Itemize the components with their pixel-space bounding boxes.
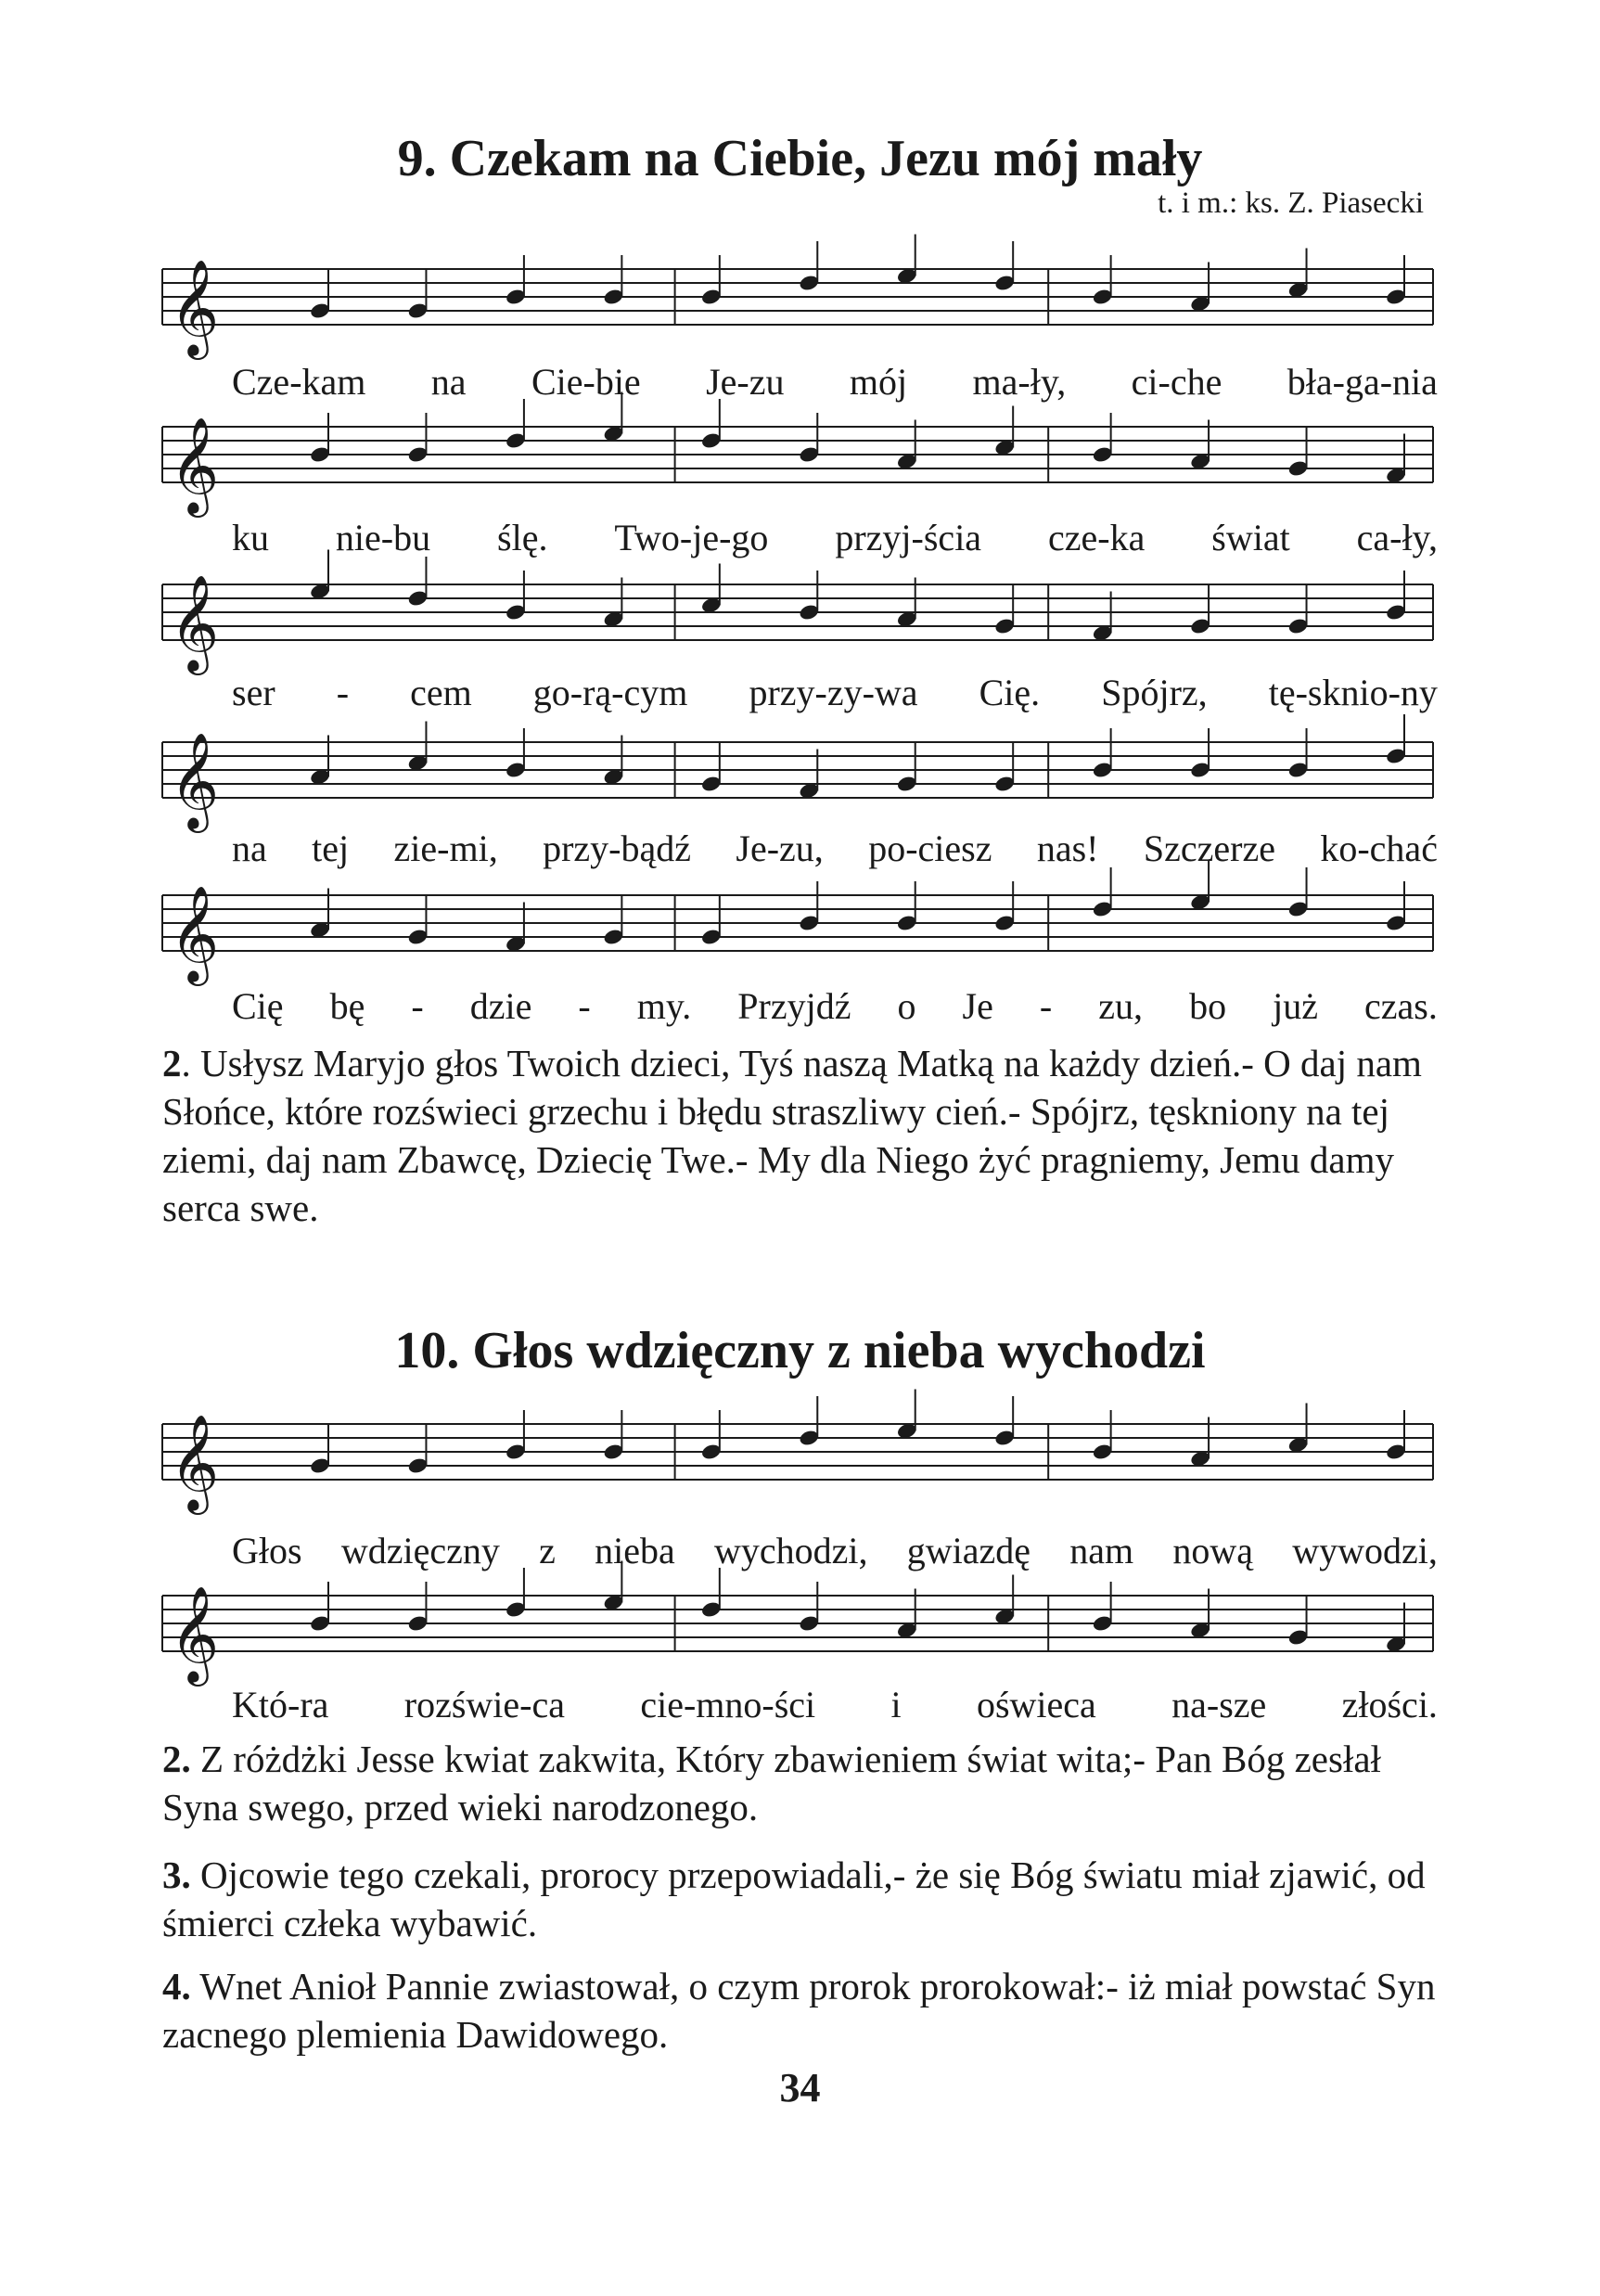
verse-number: 3. [162, 1853, 191, 1896]
verse-text: . Usłysz Maryjo głos Twoich dzieci, Tyś naszą Matką na każdy dzień.- O daj nam Słońce, które rozświeci grzechu i błędu straszliwy cień.- Spójrz, tęskniony na tej ziemi, daj nam Zbawcę, Dziecię Twe.- My dla Niego żyć pragniemy, Jemu damy serca swe. [162, 1042, 1422, 1229]
lyric-syllable: zie-mi, [393, 827, 498, 869]
lyric-syllable: już [1273, 985, 1318, 1027]
lyric-syllable: i [890, 1684, 902, 1725]
lyric-syllable: bę [329, 985, 365, 1027]
lyric-syllable: Przyjdź [737, 985, 851, 1027]
lyric-syllable: ser [232, 672, 275, 713]
song2-title: 10. Głos wdzięczny z nieba wychodzi [394, 1322, 1206, 1379]
lyric-syllable: Cze-kam [232, 361, 366, 403]
lyric-syllable: po-ciesz [868, 827, 992, 869]
lyric-syllable: Je-zu, [736, 827, 824, 869]
lyric-syllable: ca-ły, [1356, 517, 1438, 558]
verse [162, 1851, 1442, 1947]
lyric-syllable: cie-mno-ści [640, 1684, 816, 1725]
lyric-syllable: rozświe-ca [403, 1684, 565, 1725]
song1-author: t. i m.: ks. Z. Piasecki [1158, 186, 1424, 220]
treble-clef-icon: 𝄞 [170, 574, 220, 672]
lyric-syllable: na [430, 361, 467, 403]
verse-number: 2 [162, 1042, 182, 1084]
lyric-syllable: nas! [1036, 827, 1099, 869]
lyric-syllable: tej [312, 827, 350, 869]
music-staff [0, 250, 1600, 362]
lyric-syllable: nie-bu [335, 517, 431, 558]
lyric-syllable: ma-ły, [972, 361, 1067, 403]
lyric-syllable: Cię. [979, 672, 1041, 713]
music-staff [0, 1405, 1600, 1517]
lyric-syllable: go-rą-cym [532, 672, 688, 713]
lyrics-line [232, 674, 1438, 712]
verse [162, 1039, 1442, 1232]
lyric-syllable: dzie [469, 985, 532, 1027]
treble-clef-icon: 𝄞 [170, 259, 220, 356]
music-staff [0, 408, 1600, 519]
lyric-syllable: nieba [595, 1530, 675, 1571]
lyric-syllable: nową [1172, 1530, 1254, 1571]
lyric-syllable: - [411, 985, 424, 1027]
lyric-syllable: zu, [1098, 985, 1144, 1027]
lyric-syllable: - [578, 985, 591, 1027]
lyric-syllable: - [336, 672, 350, 713]
lyric-syllable: złości. [1341, 1684, 1438, 1725]
lyric-syllable: przy-zy-wa [749, 672, 918, 713]
lyric-syllable: na [232, 827, 267, 869]
lyric-syllable: przyj-ścia [835, 517, 982, 558]
treble-clef-icon: 𝄞 [170, 1414, 220, 1511]
lyric-syllable: przy-bądź [543, 827, 691, 869]
lyric-syllable: czas. [1364, 985, 1438, 1027]
verse-text: Z różdżki Jesse kwiat zakwita, Który zbawieniem świat wita;- Pan Bóg zesłał Syna swego, przed wieki narodzonego. [162, 1738, 1381, 1828]
lyric-syllable: ślę. [497, 517, 548, 558]
verse-text: Ojcowie tego czekali, prorocy przepowiadali,- że się Bóg światu miał zjawić, od śmierci człeka wybawić. [162, 1853, 1426, 1944]
lyrics-line [232, 519, 1438, 557]
lyric-syllable: cem [410, 672, 472, 713]
lyric-syllable: cze-ka [1047, 517, 1146, 558]
treble-clef-icon: 𝄞 [170, 1585, 220, 1683]
lyrics-line [232, 985, 1438, 1027]
music-staff [0, 1577, 1600, 1688]
lyric-syllable: nam [1069, 1530, 1134, 1571]
lyric-syllable: gwiazdę [906, 1530, 1031, 1571]
lyric-syllable: Głos [232, 1530, 302, 1571]
verse-text: Wnet Anioł Pannie zwiastował, o czym prorok prorokował:- iż miał powstać Syn zacnego plemienia Dawidowego. [162, 1965, 1436, 2056]
lyric-syllable: świat [1211, 517, 1290, 558]
lyric-syllable: my. [636, 985, 692, 1027]
lyric-syllable: ku [232, 517, 269, 558]
lyric-syllable: ko-chać [1320, 827, 1438, 869]
lyric-syllable: Szczerze [1143, 827, 1275, 869]
treble-clef-icon: 𝄞 [170, 732, 220, 829]
page-number: 34 [779, 2065, 821, 2110]
lyric-syllable: Two-je-go [614, 517, 769, 558]
lyrics-line [232, 827, 1438, 869]
verse-number: 2. [162, 1738, 191, 1780]
lyric-syllable: bła-ga-nia [1286, 361, 1438, 403]
verse [162, 1735, 1442, 1831]
lyric-syllable: oświeca [976, 1684, 1096, 1725]
lyric-syllable: z [539, 1530, 556, 1571]
lyric-syllable: na-sze [1171, 1684, 1267, 1725]
lyrics-line [232, 361, 1438, 403]
lyric-syllable: tę-sknio-ny [1268, 672, 1438, 713]
lyric-syllable: Je-zu [706, 361, 785, 403]
verse [162, 1962, 1442, 2059]
lyric-syllable: Któ-ra [232, 1684, 329, 1725]
lyric-syllable: wdzięczny [340, 1530, 500, 1571]
song1-title: 9. Czekam na Ciebie, Jezu mój mały [397, 130, 1203, 187]
lyrics-line [232, 1684, 1438, 1725]
music-staff [0, 724, 1600, 835]
lyric-syllable: mój [849, 361, 908, 403]
lyric-syllable: ci-che [1131, 361, 1222, 403]
lyric-syllable: bo [1189, 985, 1227, 1027]
lyric-syllable: Spójrz, [1101, 672, 1208, 713]
lyrics-line [232, 1530, 1438, 1571]
lyric-syllable: wywodzi, [1292, 1530, 1438, 1571]
lyric-syllable: Je [962, 985, 993, 1027]
lyric-syllable: Cie-bie [531, 361, 641, 403]
music-staff [0, 566, 1600, 677]
lyric-syllable: Cię [232, 985, 284, 1027]
verse-number: 4. [162, 1965, 191, 2007]
lyric-syllable: - [1039, 985, 1053, 1027]
treble-clef-icon: 𝄞 [170, 885, 220, 982]
music-staff [0, 877, 1600, 988]
lyric-syllable: wychodzi, [713, 1530, 868, 1571]
lyric-syllable: o [897, 985, 916, 1027]
treble-clef-icon: 𝄞 [170, 417, 220, 514]
